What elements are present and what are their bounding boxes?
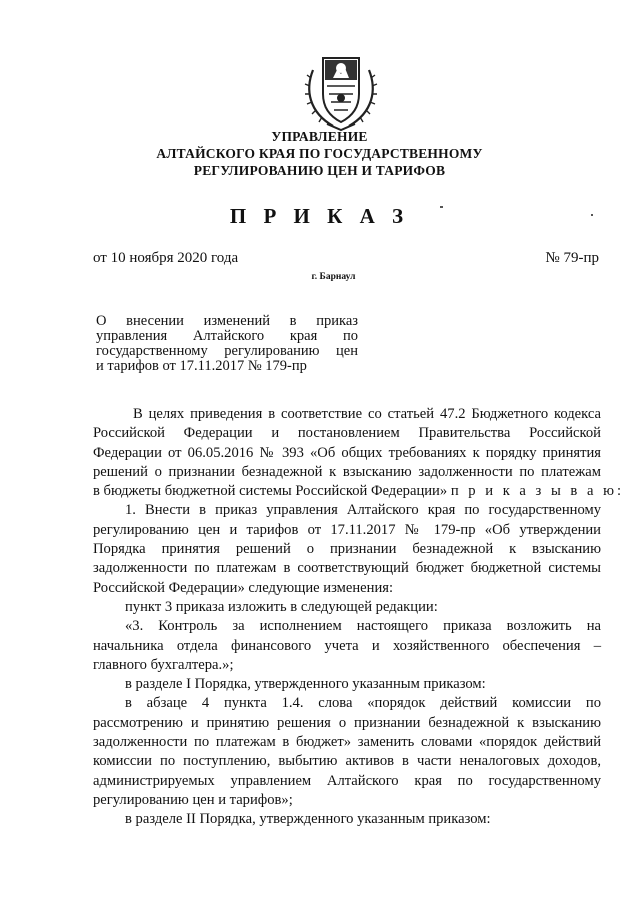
order-body: [93, 405, 625, 830]
body-line: регулированию цен и тарифов от 17.11.2017 № 179-пр «Об утверждении: [93, 521, 601, 538]
body-line-text: в бюджеты бюджетной системы Российской Федерации»: [93, 483, 448, 500]
org-line: РЕГУЛИРОВАНИЮ ЦЕН И ТАРИФОВ: [193, 163, 446, 178]
body-line: задолженности по платежам в соответствующий бюджет бюджетной системы: [93, 560, 601, 577]
scan-speck: [591, 214, 593, 216]
body-line: регулированию цен и тарифов»;: [93, 791, 293, 808]
subject-line: управления Алтайского края по: [96, 328, 358, 344]
body-line: комиссии по поступлению, выбытию активов в части неналоговых доходов,: [93, 753, 601, 770]
body-line: Российской Федерации и постановлением Правительства Российской: [93, 425, 601, 442]
coat-of-arms-emblem: [303, 50, 379, 132]
body-line: пункт 3 приказа изложить в следующей редакции:: [125, 598, 438, 615]
body-line: рассмотрению и принятию решения о признании безнадежной к взысканию: [93, 714, 601, 731]
order-title: П Р И К А З: [229, 204, 410, 228]
body-line: В целях приведения в соответствие со статьей 47.2 Бюджетного кодекса: [133, 406, 601, 422]
body-line: 1. Внести в приказ управления Алтайского края по государственному: [125, 502, 601, 519]
body-line: в разделе I Порядка, утвержденного указанным приказом:: [125, 676, 486, 693]
body-line: Порядка принятия решений о признании безнадежной к взысканию: [93, 541, 601, 558]
body-line: [93, 482, 625, 501]
city-name: г. Барнаул: [311, 272, 356, 282]
body-line: Федерации от 06.05.2016 № 393 «Об общих требованиях к порядку принятия: [93, 444, 601, 461]
body-line: в абзаце 4 пункта 1.4. слова «порядок действий комиссии по: [125, 695, 601, 712]
body-line: «3. Контроль за исполнением настоящего приказа возложить на: [125, 618, 601, 635]
body-line: в разделе II Порядка, утвержденного указанным приказом:: [125, 811, 491, 828]
order-date: от 10 ноября 2020 года: [93, 250, 239, 266]
subject-line: и тарифов от 17.11.2017 № 179-пр: [96, 358, 307, 374]
body-line: Российской Федерации» следующие изменения:: [93, 579, 394, 596]
body-line: начальника отдела финансового учета и хозяйственного обеспечения –: [93, 637, 601, 654]
organization-name: [0, 128, 639, 179]
subject-line: О внесении изменений в приказ: [96, 313, 358, 329]
body-line: администрируемых управлением Алтайского края по государственному: [93, 772, 601, 789]
body-line: главного бухгалтера.»;: [93, 656, 234, 673]
subject-line: государственному регулированию цен: [96, 343, 358, 359]
order-subject: [96, 314, 358, 374]
order-verb: п р и к а з ы в а ю:: [450, 483, 625, 500]
body-line: задолженности по платежам в бюджет» заменить словами «порядок действий: [93, 734, 601, 751]
org-line: АЛТАЙСКОГО КРАЯ ПО ГОСУДАРСТВЕННОМУ: [156, 146, 483, 161]
body-line: решений о признании безнадежной к взысканию задолженности по платежам: [93, 463, 601, 480]
scan-speck: [440, 206, 443, 208]
order-number: № 79-пр: [545, 250, 599, 266]
org-line: УПРАВЛЕНИЕ: [271, 129, 368, 144]
